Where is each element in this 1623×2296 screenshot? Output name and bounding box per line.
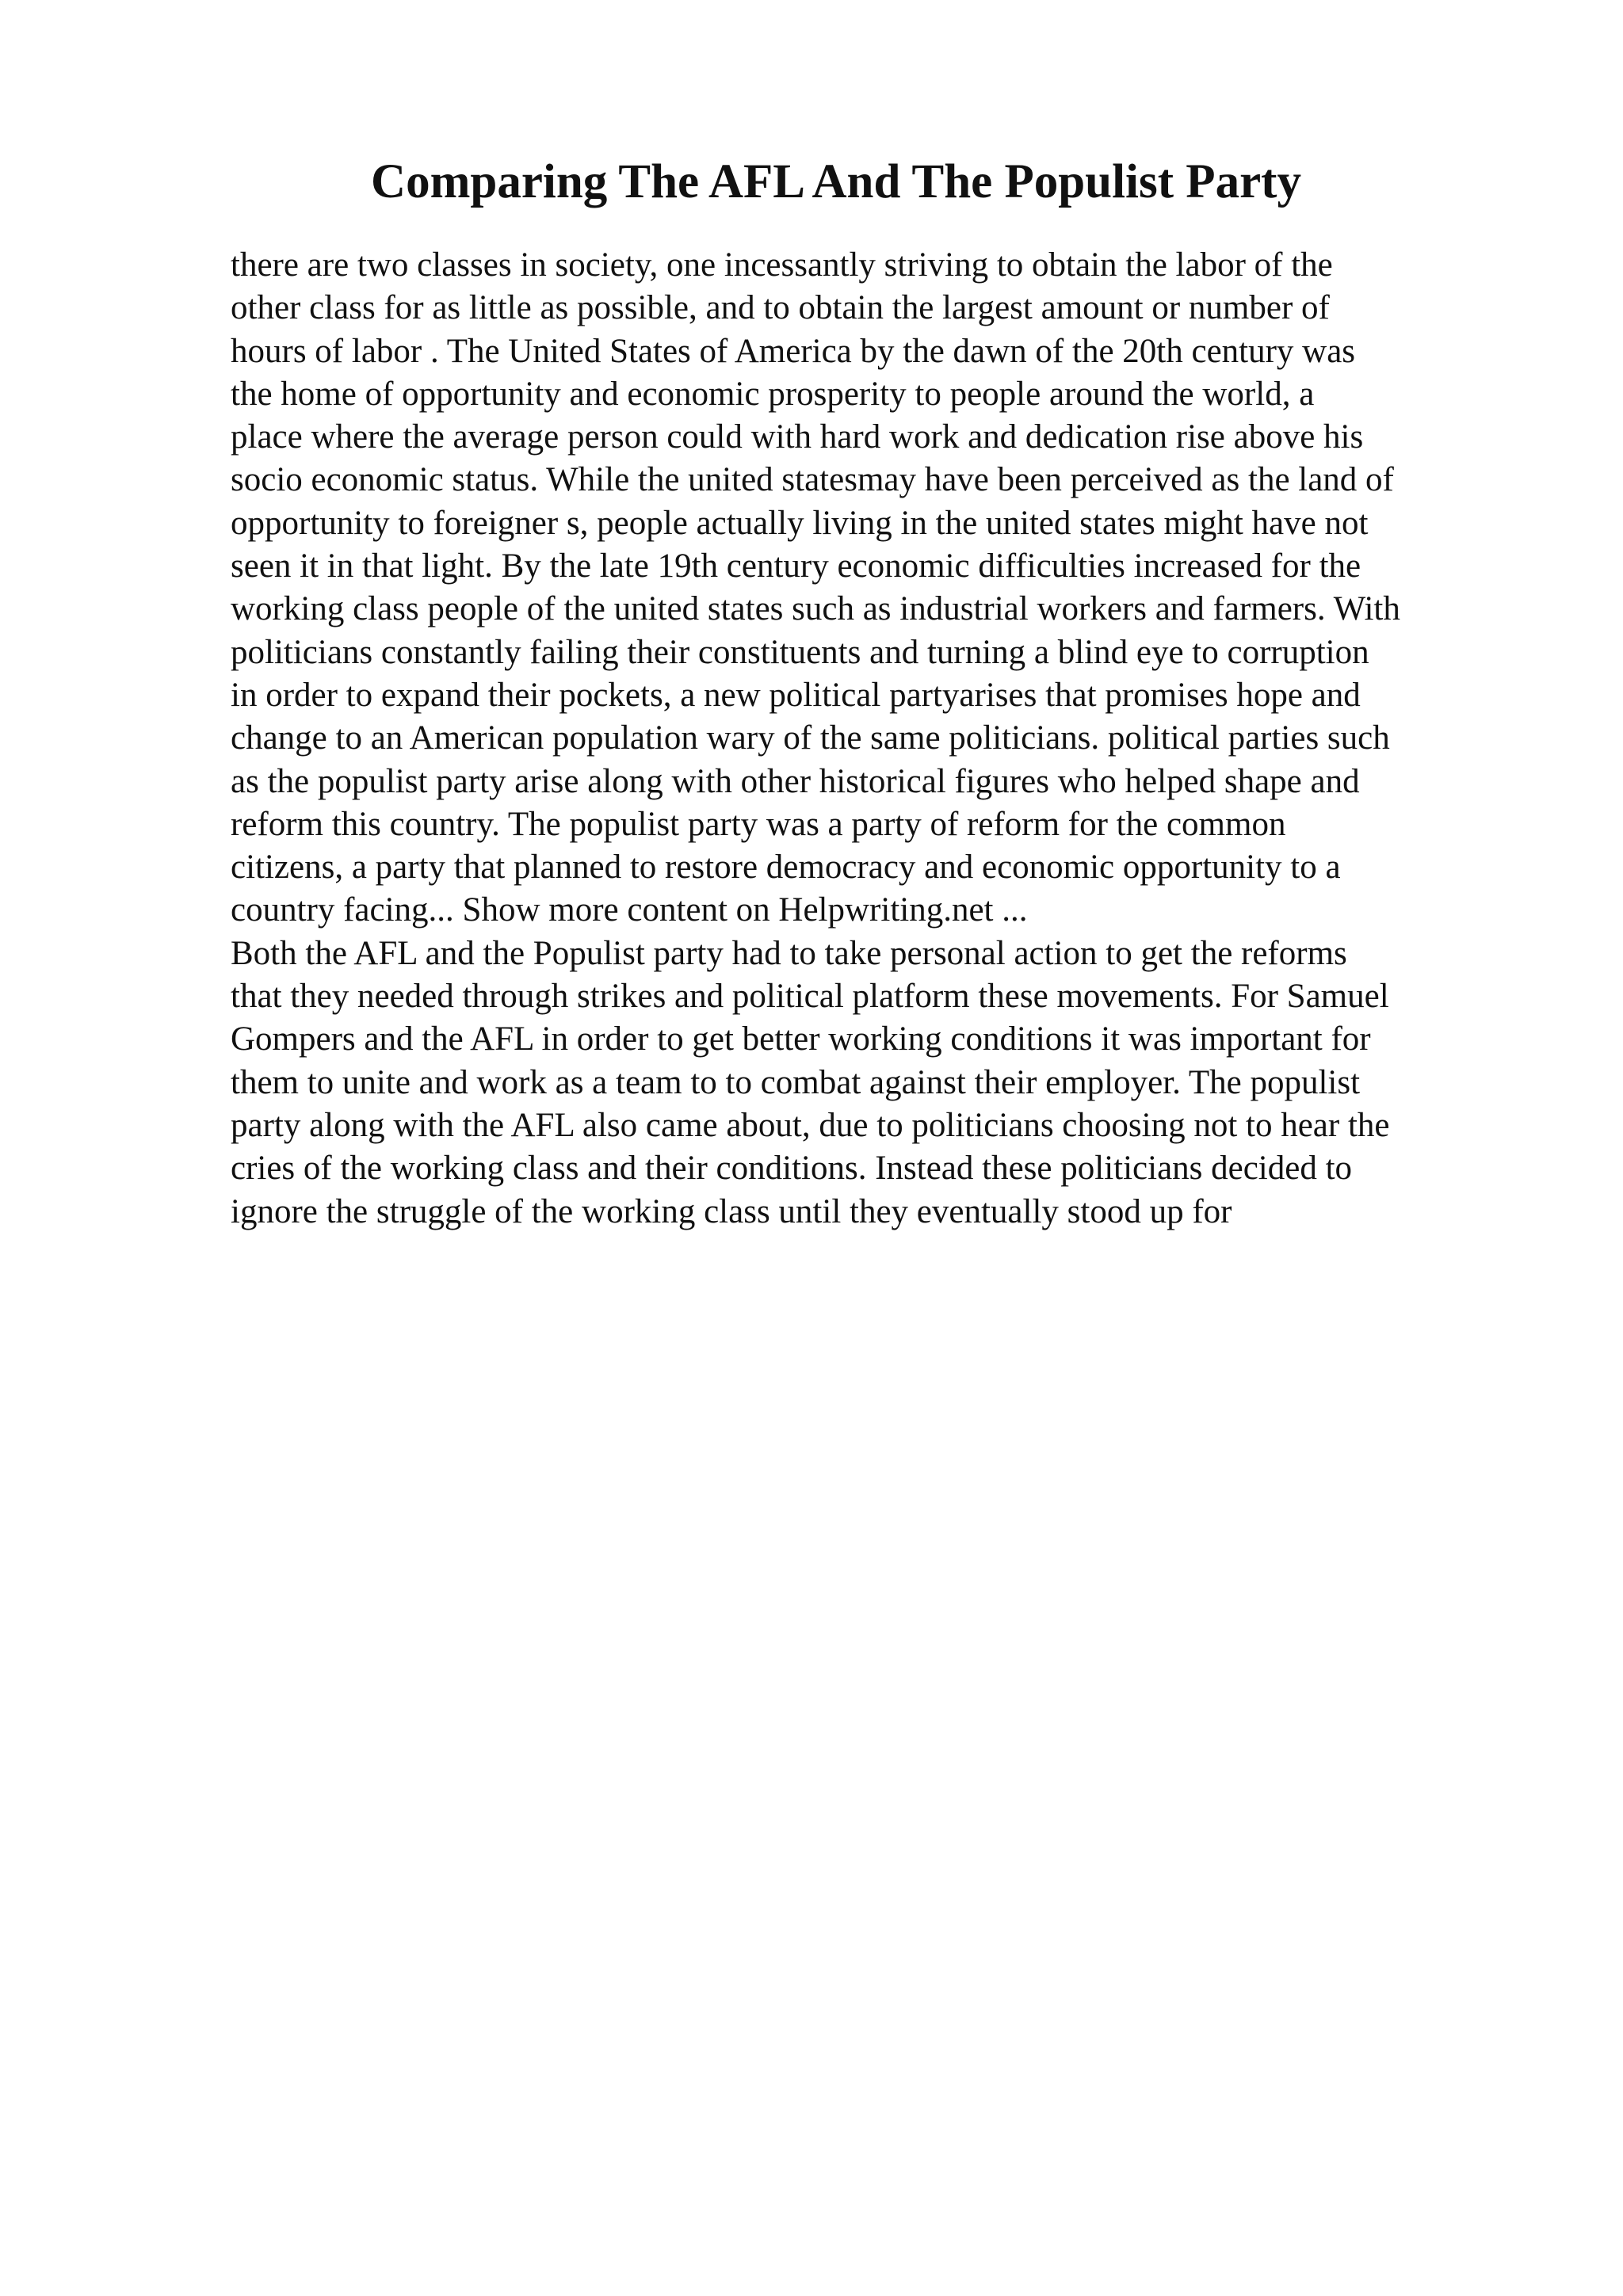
text-line: the home of opportunity and economic prosperity to people around the world, a — [231, 375, 1315, 413]
text-line: socio economic status. While the united statesmay have been perceived as the land of — [231, 461, 1394, 499]
text-line: that they needed through strikes and political platform these movements. For Samuel — [231, 978, 1389, 1016]
text-line: there are two classes in society, one incessantly striving to obtain the labor of the — [231, 246, 1333, 284]
text-line: Both the AFL and the Populist party had to take personal action to get the reforms — [231, 934, 1347, 972]
text-line: hours of labor . The United States of America by the dawn of the 20th century was — [231, 332, 1356, 370]
text-line: country facing... Show more content on Helpwriting.net ... — [231, 891, 1028, 929]
text-line: cries of the working class and their conditions. Instead these politicians decided to — [231, 1150, 1353, 1188]
text-line: seen it in that light. By the late 19th century economic difficulties increased for the — [231, 547, 1361, 585]
text-line: change to an American population wary of the same politicians. political parties such — [231, 719, 1390, 757]
text-line: party along with the AFL also came about, due to politicians choosing not to hear the — [231, 1106, 1390, 1144]
text-line: politicians constantly failing their constituents and turning a blind eye to corruption — [231, 633, 1369, 671]
text-line: place where the average person could with hard work and dedication rise above his — [231, 418, 1364, 456]
document-body — [231, 244, 1514, 1234]
document-title: Comparing The AFL And The Populist Party — [371, 155, 1301, 208]
text-line: working class people of the united states such as industrial workers and farmers. With — [231, 590, 1400, 628]
paragraph-1 — [231, 244, 1514, 933]
text-line: reform this country. The populist party was a party of reform for the common — [231, 805, 1286, 843]
text-line: ignore the struggle of the working class until they eventually stood up for — [231, 1192, 1232, 1230]
text-line: opportunity to foreigner s, people actually living in the united states might have not — [231, 504, 1369, 542]
text-line: as the populist party arise along with other historical figures who helped shape and — [231, 762, 1360, 800]
text-line: citizens, a party that planned to restore democracy and economic opportunity to a — [231, 849, 1341, 887]
paragraph-2 — [231, 933, 1514, 1234]
text-line: them to unite and work as a team to to combat against their employer. The populist — [231, 1063, 1361, 1101]
text-line: Gompers and the AFL in order to get better working conditions it was important for — [231, 1020, 1371, 1058]
text-line: in order to expand their pockets, a new political partyarises that promises hope and — [231, 676, 1361, 714]
text-line: other class for as little as possible, and to obtain the largest amount or number of — [231, 289, 1330, 327]
